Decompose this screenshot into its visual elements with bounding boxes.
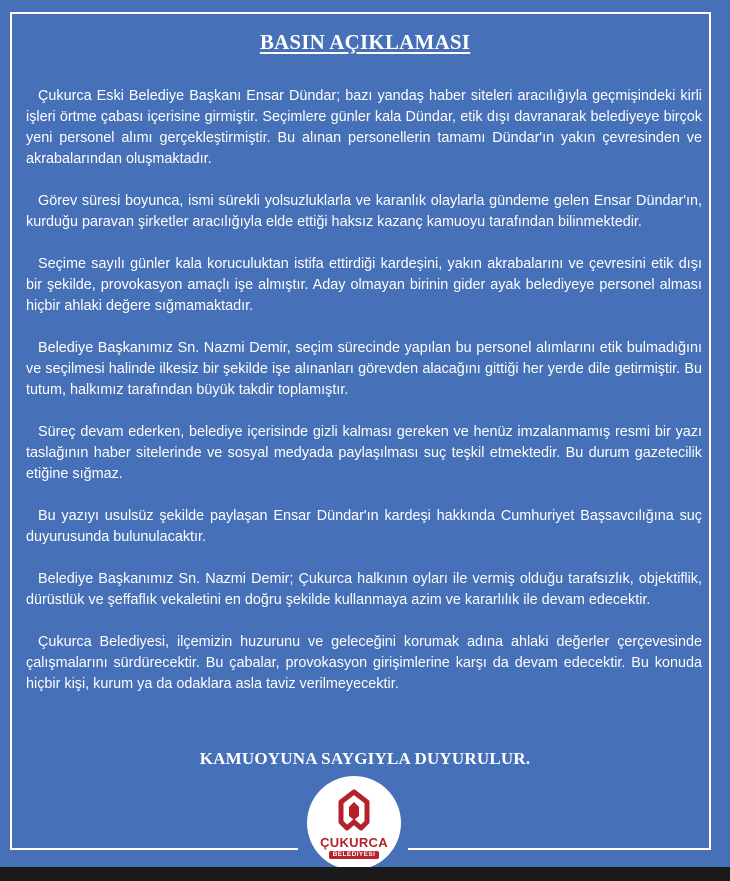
paragraph: Süreç devam ederken, belediye içerisinde gizli kalması gereken ve henüz imzalanmamış resmi bir yazı taslağının haber sitelerinde ve sosyal medyada paylaşılması suç teşkil etmektedir. Bu durum gazetecilik etiğine sığmaz. — [26, 424, 702, 482]
paragraph: Seçime sayılı günler kala koruculuktan istifa ettirdiği kardeşini, yakın akrabalarını ve çevresini etik dışı bir şekilde, provokasyon amaçlı işe almıştır. Aday olmayan birinin gider ayak belediyeye personel alması hiçbir ahlaki değere sığmamaktadır. — [26, 256, 702, 314]
document-body — [26, 86, 702, 716]
paragraph: Bu yazıyı usulsüz şekilde paylaşan Ensar Dündar'ın kardeşi hakkında Cumhuriyet Başsavcılığına suç duyurusunda bulunulacaktır. — [26, 508, 702, 545]
paragraph: Çukurca Eski Belediye Başkanı Ensar Dündar; bazı yandaş haber siteleri aracılığıyla geçmişindeki kirli işleri örtme çabası içerisine girmiştir. Seçimlere günler kala Dündar, etik dışı davranarak belediyeye birçok yeni personel alımı gerçekleştirmiştir. Bu alınan personellerin tamamı Dündar'ın yakın çevresinden ve akrabalarından oluşmaktadır. — [26, 88, 702, 167]
closing-statement: KAMUOYUNA SAYGIYLA DUYURULUR. — [199, 749, 531, 768]
logo-subtitle: BELEDİYESİ — [329, 851, 379, 859]
paragraph: Belediye Başkanımız Sn. Nazmi Demir; Çukurca halkının oyları ile vermiş olduğu tarafsızlık, objektiflik, dürüstlük ve şeffaflık vekaletini en doğru şekilde kullanmaya azim ve kararlılık ile devam edecektir. — [26, 571, 702, 608]
paragraph: Belediye Başkanımız Sn. Nazmi Demir, seçim sürecinde yapılan bu personel alımlarını etik bulmadığını ve seçilmesi halinde ilkesiz bir şekilde işe alınanları görevden alacağını gittiği her yerde dile getirmiştir. Bu tutum, halkımız tarafından büyük takdir toplamıştır. — [26, 340, 702, 398]
document-title: BASIN AÇIKLAMASI — [259, 30, 471, 54]
logo-name: ÇUKURCA — [320, 835, 388, 850]
bottom-strip — [0, 867, 730, 881]
paragraph: Çukurca Belediyesi, ilçemizin huzurunu ve geleceğini korumak adına ahlaki değerler çerçevesinde çalışmalarını sürdürecektir. Bu çabalar, provokasyon girişimlerine karşı da devam edecektir. Bu konuda hiçbir kişi, kurum ya da odaklara asla taviz verilmeyecektir. — [26, 634, 702, 692]
municipality-logo — [309, 778, 399, 868]
paragraph: Görev süresi boyunca, ismi sürekli yolsuzluklarla ve karanlık olaylarla gündeme gelen Ensar Dündar'ın, kurduğu paravan şirketler aracılığıyla elde ettiği haksız kazanç kamuoyu tarafından bilinmektedir. — [26, 193, 702, 230]
